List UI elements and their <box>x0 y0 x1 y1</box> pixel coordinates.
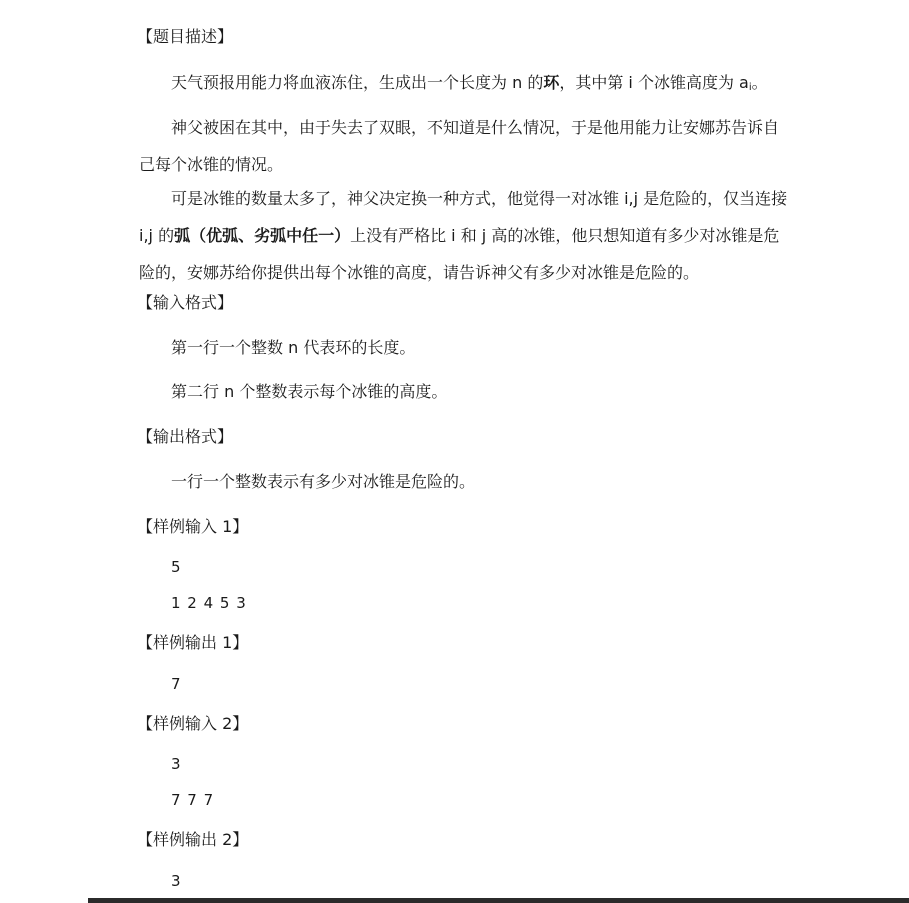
heading-description: 【题目描述】 <box>137 27 234 46</box>
sample-input-2-line-2: 7 7 7 <box>171 791 215 809</box>
heading-sample-output-2: 【样例输出 2】 <box>137 830 249 849</box>
sample-output-1-value: 7 <box>171 675 182 693</box>
sample-input-1-line-1: 5 <box>171 558 182 576</box>
sample-input-2-line-1: 3 <box>171 755 182 773</box>
heading-sample-input-2: 【样例输入 2】 <box>137 714 249 733</box>
heading-sample-input-1: 【样例输入 1】 <box>137 517 249 536</box>
heading-sample-output-1: 【样例输出 1】 <box>137 633 249 652</box>
sample-output-2-value: 3 <box>171 872 182 890</box>
output-format-line-1: 一行一个整数表示有多少对冰锥是危险的。 <box>171 472 476 491</box>
description-text: 上没有严格比 i 和 j 高的冰锥，他只想知道有多少对冰锥是危险的，安娜苏给你提供出每个冰锥的高度，请告诉神父有多少对冰锥是危险的。 <box>139 226 780 282</box>
heading-output-format: 【输出格式】 <box>137 427 234 446</box>
ring-bold-text: 环 <box>543 73 560 92</box>
description-paragraph-3 <box>139 180 789 291</box>
description-text: 天气预报用能力将血液冻住，生成出一个长度为 n 的 <box>171 73 544 92</box>
description-text: 。 <box>751 73 768 92</box>
description-paragraph-2: 神父被困在其中，由于失去了双眼，不知道是什么情况，于是他用能力让安娜苏告诉自己每个冰锥的情况。 <box>139 118 780 174</box>
description-text: 可是冰锥的数量太多了，神父决定换一种方式，他觉得一对冰锥 i,j 是危险的，仅当连接 i,j 的 <box>139 189 788 245</box>
subscript-i: i <box>748 82 752 93</box>
sample-input-1-line-2: 1 2 4 5 3 <box>171 594 247 612</box>
heading-input-format: 【输入格式】 <box>137 293 234 312</box>
input-format-line-1: 第一行一个整数 n 代表环的长度。 <box>171 338 416 357</box>
description-paragraph-1 <box>139 64 789 106</box>
bottom-scroll-bar[interactable] <box>88 898 909 903</box>
arc-bold-text: 弧（优弧、劣弧中任一） <box>174 226 351 245</box>
input-format-line-2: 第二行 n 个整数表示每个冰锥的高度。 <box>171 382 448 401</box>
description-text: ，其中第 i 个冰锥高度为 a <box>559 73 749 92</box>
